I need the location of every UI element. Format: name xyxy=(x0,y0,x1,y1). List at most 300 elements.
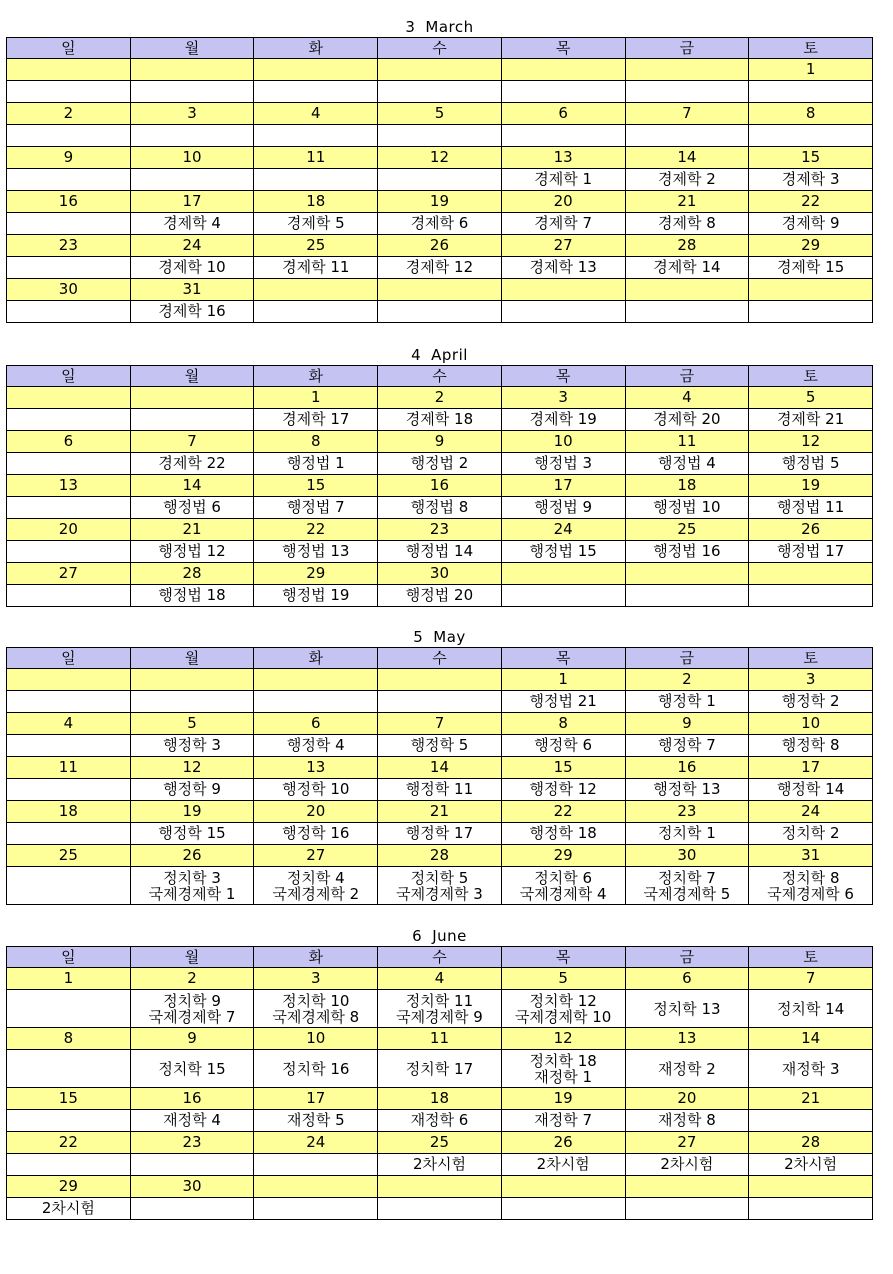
event-cell xyxy=(749,1050,873,1088)
event-cell xyxy=(501,1154,625,1176)
date-cell: 28 xyxy=(749,1132,873,1154)
date-row xyxy=(7,1028,873,1050)
date-cell: 5 xyxy=(501,968,625,990)
event-row xyxy=(7,990,873,1028)
event-label: 국제경제학 6 xyxy=(767,884,854,903)
event-cell xyxy=(7,1154,131,1176)
month-calendar-table xyxy=(6,647,873,905)
month-name: April xyxy=(431,346,468,364)
date-cell: 16 xyxy=(625,757,749,779)
date-row xyxy=(7,563,873,585)
event-cell xyxy=(625,125,749,147)
weekday-header: 일 xyxy=(7,947,131,968)
event-cell xyxy=(130,541,254,563)
event-row xyxy=(7,541,873,563)
weekday-header: 월 xyxy=(130,648,254,669)
event-label: 경제학 2 xyxy=(657,170,716,188)
event-cell xyxy=(378,169,502,191)
month-name: June xyxy=(432,927,467,945)
month-number: 3 xyxy=(405,18,416,36)
date-row xyxy=(7,1088,873,1110)
date-row xyxy=(7,103,873,125)
event-label: 경제학 9 xyxy=(781,214,840,232)
date-cell: 27 xyxy=(7,563,131,585)
event-cell xyxy=(625,409,749,431)
event-label: 경제학 7 xyxy=(534,214,593,232)
event-label: 재정학 3 xyxy=(781,1059,840,1078)
event-cell xyxy=(501,823,625,845)
date-cell: 8 xyxy=(501,713,625,735)
event-label: 정치학 13 xyxy=(653,999,721,1018)
event-cell xyxy=(501,867,625,905)
date-cell: 4 xyxy=(254,103,378,125)
weekday-header-row xyxy=(7,648,873,669)
event-label: 정치학 7 xyxy=(657,868,716,887)
date-cell: 24 xyxy=(749,801,873,823)
month-title xyxy=(6,17,873,37)
event-label: 경제학 5 xyxy=(286,214,345,232)
event-label: 정치학 15 xyxy=(158,1059,226,1078)
event-label: 행정학 12 xyxy=(529,780,597,798)
event-label: 행정법 20 xyxy=(405,586,474,604)
date-cell: 5 xyxy=(130,713,254,735)
date-cell: 6 xyxy=(7,431,131,453)
event-cell xyxy=(130,1154,254,1176)
date-cell: 30 xyxy=(625,845,749,867)
date-cell: 29 xyxy=(254,563,378,585)
event-cell xyxy=(130,1050,254,1088)
date-cell: 17 xyxy=(254,1088,378,1110)
date-cell: 21 xyxy=(625,191,749,213)
event-cell xyxy=(130,453,254,475)
date-cell: 3 xyxy=(130,103,254,125)
event-cell xyxy=(254,735,378,757)
event-label: 재정학 7 xyxy=(534,1111,593,1129)
event-cell xyxy=(378,585,502,607)
event-label: 경제학 14 xyxy=(653,258,721,276)
date-cell xyxy=(254,669,378,691)
event-cell xyxy=(7,1050,131,1088)
event-label: 정치학 3 xyxy=(163,868,221,887)
event-cell xyxy=(378,823,502,845)
date-cell: 17 xyxy=(749,757,873,779)
event-cell xyxy=(378,125,502,147)
date-cell xyxy=(254,59,378,81)
event-label: 정치학 11 xyxy=(405,991,474,1010)
weekday-header: 금 xyxy=(625,947,749,968)
event-cell xyxy=(749,1198,873,1220)
event-cell xyxy=(749,735,873,757)
event-cell xyxy=(254,867,378,905)
event-label: 행정법 13 xyxy=(282,542,350,560)
event-cell xyxy=(378,1050,502,1088)
date-cell: 9 xyxy=(378,431,502,453)
date-row xyxy=(7,1132,873,1154)
date-cell: 1 xyxy=(501,669,625,691)
event-label: 행정학 3 xyxy=(163,736,221,754)
event-cell xyxy=(625,1110,749,1132)
date-cell xyxy=(7,669,131,691)
date-cell: 10 xyxy=(130,147,254,169)
weekday-header: 수 xyxy=(378,38,502,59)
event-cell xyxy=(501,585,625,607)
date-cell: 27 xyxy=(501,235,625,257)
event-label: 행정학 4 xyxy=(286,736,345,754)
event-cell xyxy=(625,1154,749,1176)
event-cell xyxy=(501,1198,625,1220)
date-cell: 12 xyxy=(501,1028,625,1050)
event-cell xyxy=(749,409,873,431)
date-cell: 18 xyxy=(254,191,378,213)
event-cell xyxy=(7,257,131,279)
event-cell xyxy=(7,779,131,801)
event-cell xyxy=(501,541,625,563)
event-label: 행정법 4 xyxy=(657,454,716,472)
date-cell xyxy=(749,563,873,585)
date-cell: 20 xyxy=(625,1088,749,1110)
event-label: 재정학 1 xyxy=(534,1067,593,1086)
event-row xyxy=(7,1154,873,1176)
date-cell: 7 xyxy=(749,968,873,990)
date-cell: 24 xyxy=(254,1132,378,1154)
event-cell xyxy=(254,453,378,475)
event-label: 행정학 16 xyxy=(282,824,350,842)
event-label: 경제학 12 xyxy=(405,258,474,276)
event-label: 정치학 2 xyxy=(781,824,840,842)
date-cell: 10 xyxy=(501,431,625,453)
date-cell: 2 xyxy=(378,387,502,409)
event-cell xyxy=(130,125,254,147)
event-cell xyxy=(501,125,625,147)
event-label: 국제경제학 4 xyxy=(519,884,607,903)
date-cell: 22 xyxy=(749,191,873,213)
event-cell xyxy=(7,541,131,563)
event-cell xyxy=(254,409,378,431)
weekday-header: 수 xyxy=(378,947,502,968)
date-cell xyxy=(378,279,502,301)
event-cell xyxy=(254,497,378,519)
date-cell: 4 xyxy=(378,968,502,990)
date-cell: 8 xyxy=(7,1028,131,1050)
date-cell: 15 xyxy=(749,147,873,169)
event-cell xyxy=(7,1110,131,1132)
event-cell xyxy=(625,453,749,475)
event-cell xyxy=(501,1110,625,1132)
date-cell: 25 xyxy=(254,235,378,257)
date-cell: 11 xyxy=(7,757,131,779)
date-cell: 16 xyxy=(7,191,131,213)
date-cell: 19 xyxy=(501,1088,625,1110)
event-label: 행정법 21 xyxy=(529,692,597,710)
event-cell xyxy=(7,453,131,475)
event-cell xyxy=(7,823,131,845)
event-row xyxy=(7,1110,873,1132)
date-cell: 8 xyxy=(749,103,873,125)
weekday-header: 토 xyxy=(749,947,873,968)
event-label: 행정학 14 xyxy=(776,780,845,798)
event-label: 재정학 6 xyxy=(410,1111,469,1129)
month-calendar-table xyxy=(6,365,873,607)
event-label: 행정학 5 xyxy=(410,736,469,754)
date-cell: 23 xyxy=(130,1132,254,1154)
date-row xyxy=(7,475,873,497)
date-cell xyxy=(130,387,254,409)
date-cell xyxy=(625,563,749,585)
date-cell: 20 xyxy=(501,191,625,213)
date-cell: 29 xyxy=(501,845,625,867)
date-cell: 11 xyxy=(378,1028,502,1050)
event-label: 재정학 2 xyxy=(657,1059,716,1078)
event-label: 정치학 4 xyxy=(286,868,345,887)
event-row xyxy=(7,453,873,475)
date-row xyxy=(7,279,873,301)
event-cell xyxy=(130,585,254,607)
event-cell xyxy=(7,213,131,235)
event-cell xyxy=(378,990,502,1028)
date-cell: 2 xyxy=(130,968,254,990)
event-cell xyxy=(7,1198,131,1220)
event-label: 행정법 10 xyxy=(653,498,721,516)
date-cell xyxy=(625,59,749,81)
date-cell: 30 xyxy=(7,279,131,301)
event-label: 행정학 2 xyxy=(781,692,840,710)
event-cell xyxy=(378,867,502,905)
event-row xyxy=(7,691,873,713)
event-label: 행정학 15 xyxy=(158,824,226,842)
event-label: 행정법 12 xyxy=(158,542,226,560)
date-cell: 22 xyxy=(254,519,378,541)
event-row xyxy=(7,1050,873,1088)
event-label: 정치학 6 xyxy=(534,868,593,887)
date-cell: 9 xyxy=(7,147,131,169)
event-label: 행정학 7 xyxy=(657,736,716,754)
date-cell xyxy=(7,387,131,409)
event-label: 행정법 2 xyxy=(410,454,469,472)
event-label: 행정학 9 xyxy=(163,780,221,798)
event-label: 행정학 8 xyxy=(781,736,840,754)
event-cell xyxy=(501,691,625,713)
month-section xyxy=(6,627,873,905)
event-cell xyxy=(254,1198,378,1220)
event-cell xyxy=(130,497,254,519)
event-cell xyxy=(501,81,625,103)
event-cell xyxy=(625,169,749,191)
event-label: 행정학 17 xyxy=(405,824,474,842)
date-cell: 16 xyxy=(130,1088,254,1110)
date-cell: 4 xyxy=(7,713,131,735)
event-label: 행정법 17 xyxy=(776,542,845,560)
event-label: 국제경제학 9 xyxy=(396,1007,483,1026)
event-label: 경제학 18 xyxy=(405,410,474,428)
date-cell: 13 xyxy=(254,757,378,779)
date-cell: 5 xyxy=(378,103,502,125)
weekday-header: 월 xyxy=(130,947,254,968)
date-cell: 12 xyxy=(378,147,502,169)
event-label: 행정학 11 xyxy=(405,780,474,798)
event-label: 국제경제학 3 xyxy=(396,884,483,903)
event-cell xyxy=(749,823,873,845)
event-label: 정치학 5 xyxy=(410,868,469,887)
date-cell xyxy=(625,279,749,301)
event-cell xyxy=(7,691,131,713)
event-label: 행정학 10 xyxy=(282,780,350,798)
event-cell xyxy=(7,125,131,147)
date-cell: 15 xyxy=(7,1088,131,1110)
event-label: 경제학 11 xyxy=(282,258,350,276)
event-cell xyxy=(7,585,131,607)
weekday-header: 금 xyxy=(625,38,749,59)
event-cell xyxy=(378,213,502,235)
weekday-header: 화 xyxy=(254,648,378,669)
date-cell: 21 xyxy=(378,801,502,823)
event-cell xyxy=(130,257,254,279)
event-cell xyxy=(130,81,254,103)
event-cell xyxy=(625,497,749,519)
event-cell xyxy=(130,409,254,431)
weekday-header: 수 xyxy=(378,366,502,387)
event-label: 행정학 6 xyxy=(534,736,593,754)
date-cell: 13 xyxy=(7,475,131,497)
date-row xyxy=(7,845,873,867)
event-label: 행정법 9 xyxy=(534,498,593,516)
month-number: 5 xyxy=(413,628,424,646)
event-cell xyxy=(749,301,873,323)
date-cell: 14 xyxy=(625,147,749,169)
event-cell xyxy=(378,497,502,519)
date-cell: 24 xyxy=(130,235,254,257)
event-label: 행정법 8 xyxy=(410,498,469,516)
date-cell: 10 xyxy=(749,713,873,735)
event-cell xyxy=(378,453,502,475)
event-label: 2차시험 xyxy=(660,1155,714,1173)
event-cell xyxy=(254,691,378,713)
event-cell xyxy=(130,169,254,191)
event-label: 행정학 18 xyxy=(529,824,597,842)
event-cell xyxy=(378,301,502,323)
event-label: 재정학 5 xyxy=(286,1111,345,1129)
date-cell xyxy=(625,1176,749,1198)
event-label: 행정법 7 xyxy=(286,498,345,516)
event-row xyxy=(7,823,873,845)
event-cell xyxy=(254,169,378,191)
event-row xyxy=(7,867,873,905)
event-cell xyxy=(749,125,873,147)
event-label: 경제학 16 xyxy=(158,302,226,320)
event-cell xyxy=(130,735,254,757)
month-section xyxy=(6,345,873,607)
event-cell xyxy=(254,301,378,323)
event-cell xyxy=(7,990,131,1028)
event-cell xyxy=(749,81,873,103)
date-cell: 25 xyxy=(378,1132,502,1154)
event-label: 경제학 19 xyxy=(529,410,597,428)
date-cell: 13 xyxy=(625,1028,749,1050)
date-cell: 7 xyxy=(625,103,749,125)
event-cell xyxy=(625,1050,749,1088)
date-row xyxy=(7,59,873,81)
weekday-header-row xyxy=(7,38,873,59)
event-cell xyxy=(749,497,873,519)
weekday-header: 수 xyxy=(378,648,502,669)
event-cell xyxy=(130,990,254,1028)
date-cell: 11 xyxy=(254,147,378,169)
event-row xyxy=(7,409,873,431)
weekday-header: 토 xyxy=(749,38,873,59)
event-cell xyxy=(7,735,131,757)
event-cell xyxy=(749,541,873,563)
date-cell: 20 xyxy=(7,519,131,541)
date-cell: 29 xyxy=(7,1176,131,1198)
event-cell xyxy=(378,779,502,801)
event-row xyxy=(7,497,873,519)
date-cell xyxy=(130,669,254,691)
weekday-header: 목 xyxy=(501,38,625,59)
event-cell xyxy=(254,1154,378,1176)
date-row xyxy=(7,713,873,735)
date-cell: 22 xyxy=(501,801,625,823)
month-title xyxy=(6,345,873,365)
event-label: 행정법 14 xyxy=(405,542,474,560)
date-cell xyxy=(378,59,502,81)
date-cell: 7 xyxy=(130,431,254,453)
event-label: 국제경제학 2 xyxy=(272,884,360,903)
date-cell xyxy=(7,59,131,81)
event-cell xyxy=(501,409,625,431)
event-cell xyxy=(254,125,378,147)
date-cell: 22 xyxy=(7,1132,131,1154)
weekday-header: 화 xyxy=(254,366,378,387)
event-label: 2차시험 xyxy=(536,1155,590,1173)
event-cell xyxy=(7,497,131,519)
date-cell: 12 xyxy=(749,431,873,453)
event-label: 정치학 8 xyxy=(781,868,840,887)
date-cell: 18 xyxy=(625,475,749,497)
date-cell: 15 xyxy=(501,757,625,779)
event-cell xyxy=(130,823,254,845)
date-cell: 3 xyxy=(254,968,378,990)
date-cell xyxy=(378,1176,502,1198)
date-cell: 20 xyxy=(254,801,378,823)
event-cell xyxy=(7,867,131,905)
event-cell xyxy=(130,691,254,713)
weekday-header-row xyxy=(7,366,873,387)
weekday-header: 화 xyxy=(254,38,378,59)
event-cell xyxy=(378,735,502,757)
event-cell xyxy=(625,990,749,1028)
event-label: 국제경제학 8 xyxy=(272,1007,360,1026)
date-cell: 19 xyxy=(749,475,873,497)
event-cell xyxy=(254,823,378,845)
date-cell: 2 xyxy=(7,103,131,125)
event-cell xyxy=(254,1110,378,1132)
date-row xyxy=(7,669,873,691)
event-row xyxy=(7,257,873,279)
event-label: 정치학 10 xyxy=(282,991,350,1010)
event-cell xyxy=(7,409,131,431)
date-cell: 6 xyxy=(501,103,625,125)
date-cell xyxy=(130,59,254,81)
event-label: 재정학 4 xyxy=(163,1111,221,1129)
date-cell: 21 xyxy=(130,519,254,541)
event-cell xyxy=(501,257,625,279)
date-cell: 9 xyxy=(130,1028,254,1050)
event-cell xyxy=(749,453,873,475)
date-cell: 27 xyxy=(254,845,378,867)
event-label: 경제학 6 xyxy=(410,214,469,232)
date-cell: 26 xyxy=(378,235,502,257)
event-label: 행정법 11 xyxy=(776,498,845,516)
date-cell: 30 xyxy=(378,563,502,585)
